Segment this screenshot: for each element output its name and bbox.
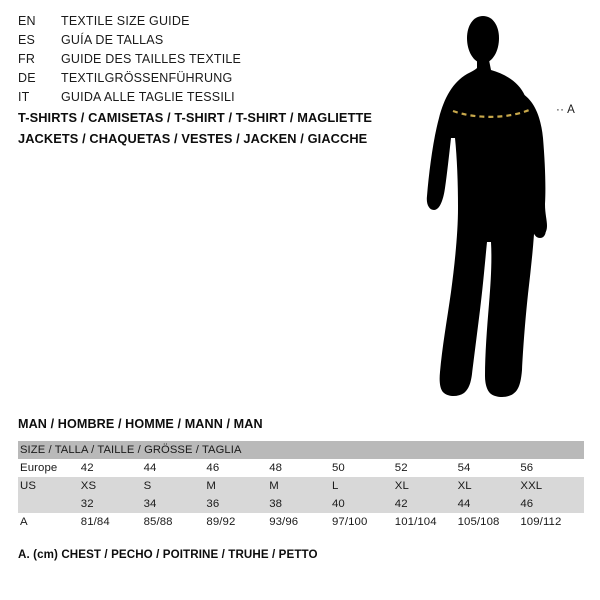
language-code: EN: [18, 14, 36, 28]
language-code: ES: [18, 33, 36, 47]
table-cell: 97/100: [332, 513, 395, 531]
table-row: [18, 477, 584, 495]
category-jackets: JACKETS / CHAQUETAS / VESTES / JACKEN / GIACCHE: [18, 131, 368, 146]
table-cell: 46: [206, 459, 269, 477]
language-text: GUÍA DE TALLAS: [61, 33, 164, 47]
table-cell: 46: [520, 495, 584, 513]
table-cell: 48: [269, 459, 332, 477]
table-cell: 44: [144, 459, 207, 477]
category-headings: [18, 110, 378, 152]
table-cell: 52: [395, 459, 458, 477]
language-code: DE: [18, 71, 36, 85]
table-cell: 50: [332, 459, 395, 477]
table-header-row: [18, 441, 584, 459]
table-cell: 32: [81, 495, 144, 513]
table-cell: 105/108: [458, 513, 521, 531]
table-row: [18, 495, 584, 513]
table-cell: 34: [144, 495, 207, 513]
table-cell: 56: [520, 459, 584, 477]
language-text: TEXTILE SIZE GUIDE: [61, 14, 190, 28]
table-cell: M: [269, 477, 332, 495]
row-label: Europe: [18, 459, 81, 477]
silhouette-body: [427, 16, 547, 397]
table-row: [18, 513, 584, 531]
table-cell: S: [144, 477, 207, 495]
language-code: FR: [18, 52, 36, 66]
language-row: [18, 90, 368, 109]
table-cell: 85/88: [144, 513, 207, 531]
table-cell: 54: [458, 459, 521, 477]
table-header-label: SIZE / TALLA / TAILLE / GRÖSSE / TAGLIA: [18, 441, 584, 459]
table-cell: XXL: [520, 477, 584, 495]
language-row: [18, 33, 368, 52]
chest-measure-label: [556, 104, 575, 116]
language-code: IT: [18, 90, 30, 104]
size-table-container: [18, 441, 584, 531]
table-cell: 89/92: [206, 513, 269, 531]
measure-dots: ··: [556, 104, 565, 116]
language-text: GUIDA ALLE TAGLIE TESSILI: [61, 90, 235, 104]
gender-heading: MAN / HOMBRE / HOMME / MANN / MAN: [18, 417, 263, 431]
table-cell: 38: [269, 495, 332, 513]
language-row: [18, 71, 368, 90]
category-tshirts: T-SHIRTS / CAMISETAS / T-SHIRT / T-SHIRT / MAGLIETTE: [18, 110, 373, 125]
language-text: GUIDE DES TAILLES TEXTILE: [61, 52, 242, 66]
language-text: TEXTILGRÖSSENFÜHRUNG: [61, 71, 233, 85]
language-list: [18, 14, 368, 109]
table-cell: L: [332, 477, 395, 495]
table-cell: 42: [81, 459, 144, 477]
table-cell: M: [206, 477, 269, 495]
row-label: A: [18, 513, 81, 531]
table-cell: 40: [332, 495, 395, 513]
row-label: [18, 495, 81, 513]
table-cell: 101/104: [395, 513, 458, 531]
size-table: [18, 441, 584, 531]
table-cell: 93/96: [269, 513, 332, 531]
language-row: [18, 52, 368, 71]
table-cell: XL: [395, 477, 458, 495]
table-cell: 44: [458, 495, 521, 513]
table-cell: 81/84: [81, 513, 144, 531]
row-label: US: [18, 477, 81, 495]
table-cell: XS: [81, 477, 144, 495]
table-cell: 42: [395, 495, 458, 513]
table-cell: 109/112: [520, 513, 584, 531]
table-cell: 36: [206, 495, 269, 513]
male-silhouette-illustration: [395, 10, 595, 400]
language-row: [18, 14, 368, 33]
table-row: [18, 459, 584, 477]
footnote: A. (cm) CHEST / PECHO / POITRINE / TRUHE / PETTO: [18, 548, 318, 561]
table-cell: XL: [458, 477, 521, 495]
measure-letter: A: [567, 104, 576, 116]
